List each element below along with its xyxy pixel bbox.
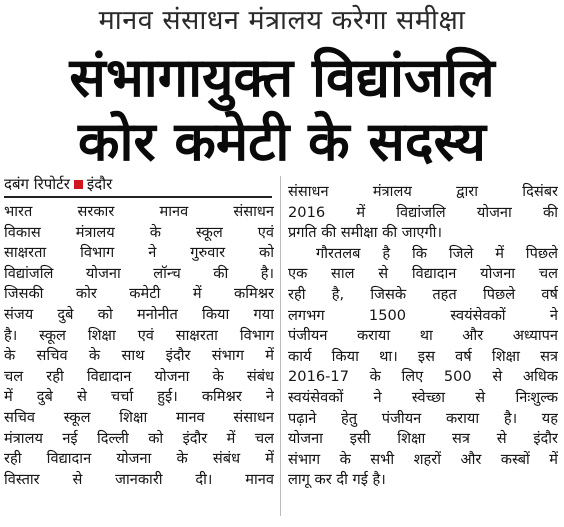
text-line: पंजीयन कराया था और अध्यापन xyxy=(288,327,558,345)
byline-city: इंदौर xyxy=(86,175,113,193)
text-line: सचिव स्कूल शिक्षा मानव संसाधन xyxy=(4,408,274,426)
byline-separator-square xyxy=(74,180,83,189)
byline-rule xyxy=(4,196,272,198)
text-line: चल रही विद्यादान योजना के संबंध xyxy=(4,367,274,385)
text-line: में दुबे से चर्चा हुई। कमिश्नर ने xyxy=(4,388,274,406)
text-line: भारत सरकार मानव संसाधन xyxy=(4,203,274,220)
byline-desk: दबंग रिपोर्टर xyxy=(4,175,70,193)
text-line: कार्य किया था। इस वर्ष शिक्षा सत्र xyxy=(288,347,558,365)
text-line: एक साल से विद्यादान योजना चल xyxy=(288,265,558,283)
text-line: संसाधन मंत्रालय द्वारा दिसंबर xyxy=(288,183,558,200)
text-line: साक्षरता विभाग ने गुरुवार को xyxy=(4,244,274,262)
text-line: विस्तार से जानकारी दी। मानव xyxy=(4,470,274,488)
text-line: विकास मंत्रालय के स्कूल एवं xyxy=(4,223,274,241)
text-line: रही विद्यादान योजना के संबंध में xyxy=(4,450,274,468)
text-line: रही है, जिसके तहत पिछले वर्ष xyxy=(288,285,558,303)
text-line: के सचिव के साथ इंदौर संभाग में xyxy=(4,347,274,365)
text-line: विद्यांजलि योजना लॉन्च की है। xyxy=(4,264,274,282)
headline-line-1: संभागायुक्त विद्यांजलि xyxy=(69,46,495,109)
text-line: पढ़ाने हेतु पंजीयन कराया है। यह xyxy=(288,409,558,427)
text-line: लागू कर दी गई है। xyxy=(288,471,386,489)
text-line: योजना इसी शिक्षा सत्र से इंदौर xyxy=(288,430,558,448)
article-column-left xyxy=(4,202,274,490)
byline xyxy=(4,174,112,194)
text-line: स्वयंसेवकों ने स्वेच्छा से निःशुल्क xyxy=(288,388,558,406)
text-line: गौरतलब है कि जिले में पिछले xyxy=(316,244,558,262)
text-line: 2016 में विद्यांजलि योजना की xyxy=(288,203,558,221)
text-line: प्रगति की समीक्षा की जाएगी। xyxy=(288,224,442,242)
text-line: संभाग के सभी शहरों और कस्बों में xyxy=(288,450,558,468)
text-line: जिसकी कोर कमेटी में कमिश्नर xyxy=(4,285,274,303)
text-line: मंत्रालय नई दिल्ली को इंदौर में चल xyxy=(4,429,274,447)
kicker: मानव संसाधन मंत्रालय करेगा समीक्षा xyxy=(98,5,466,36)
text-line: लगभग 1500 स्वयंसेवकों ने xyxy=(288,306,558,324)
text-line: 2016-17 के लिए 500 से अधिक xyxy=(288,368,558,386)
text-line: संजय दुबे को मनोनीत किया गया xyxy=(4,305,274,323)
headline-line-2: कोर कमेटी के सदस्य xyxy=(78,110,486,173)
column-divider xyxy=(280,176,281,516)
text-line: है। स्कूल शिक्षा एवं साक्षरता विभाग xyxy=(4,326,274,344)
article-column-right xyxy=(288,182,558,491)
